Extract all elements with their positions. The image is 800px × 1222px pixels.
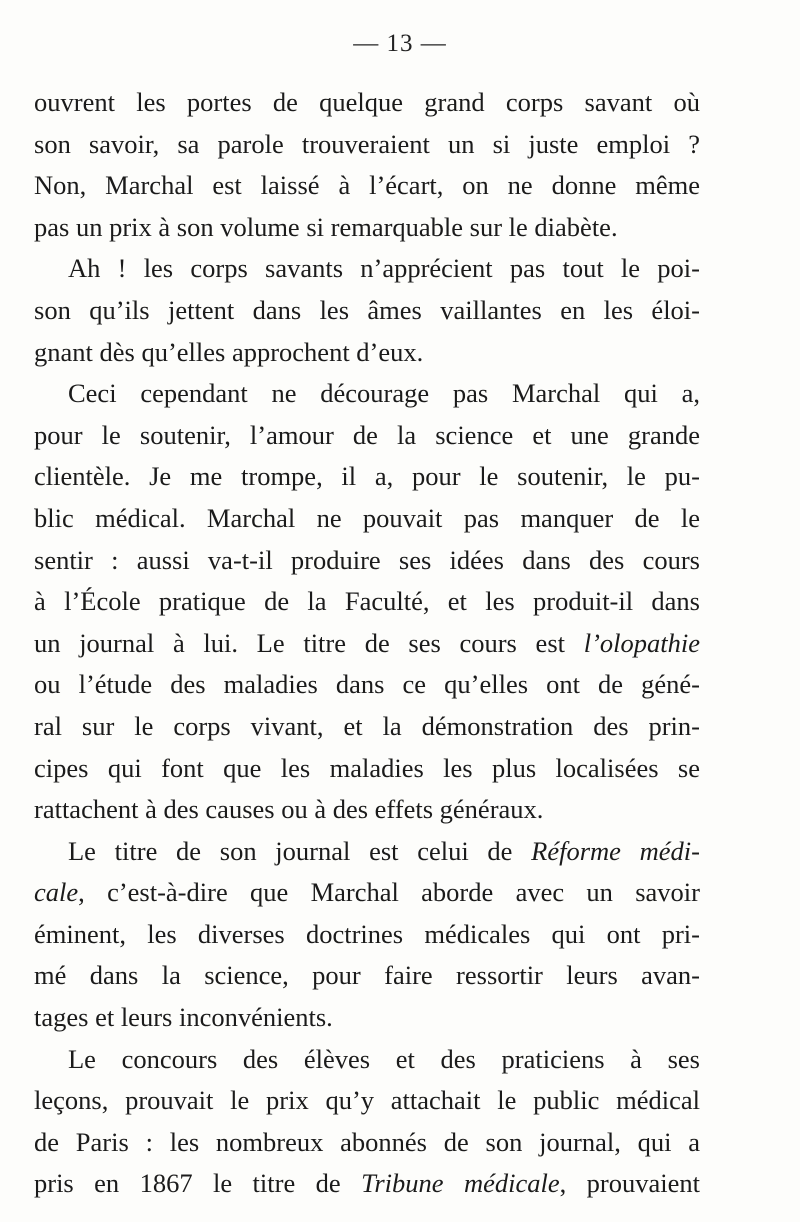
text-run: , prouvaient: [559, 1168, 700, 1199]
text-run: ral sur le corps vivant, et la démonstration des prin-: [34, 710, 700, 741]
text-line: [34, 165, 700, 207]
text-line: [34, 581, 700, 623]
text-line: [34, 955, 700, 997]
text-line: [34, 1122, 700, 1164]
text-run: à l’École pratique de la Faculté, et les produit-il dans: [34, 586, 700, 617]
text-line: [34, 332, 700, 374]
text-run: sentir : aussi va-t-il produire ses idées dans des cours: [34, 544, 700, 575]
text-line: [34, 1163, 700, 1205]
text-run: pris en 1867 le titre de: [34, 1168, 362, 1199]
text-line: [34, 997, 700, 1039]
text-line: [34, 124, 700, 166]
text-run: éminent, les diverses doctrines médicales qui ont pri-: [34, 918, 700, 949]
text-line: [34, 1080, 700, 1122]
italic-text-run: l’olopathie: [583, 627, 700, 658]
text-line: [34, 706, 700, 748]
text-line: [34, 248, 700, 290]
text-line: [34, 373, 700, 415]
text-run: de Paris : les nombreux abonnés de son journal, qui a: [34, 1126, 700, 1157]
text-run: Ah ! les corps savants n’apprécient pas tout le poi-: [68, 253, 700, 284]
italic-text-run: Réforme médi-: [531, 835, 700, 866]
text-run: cipes qui font que les maladies les plus localisées se: [34, 752, 700, 783]
page-number: — 13 —: [353, 30, 447, 57]
text-run: clientèle. Je me trompe, il a, pour le soutenir, le pu-: [34, 461, 700, 492]
text-line: [34, 498, 700, 540]
text-run: tages et leurs inconvénients.: [34, 1002, 333, 1033]
text-run: son qu’ils jettent dans les âmes vaillantes en les éloi-: [34, 294, 700, 325]
text-line: [34, 456, 700, 498]
text-run: Le titre de son journal est celui de: [68, 835, 532, 866]
text-run: un journal à lui. Le titre de ses cours est: [34, 627, 584, 658]
text-run: Non, Marchal est laissé à l’écart, on ne donne même: [34, 170, 700, 201]
text-line: [34, 664, 700, 706]
italic-text-run: Tribune médicale: [361, 1168, 560, 1199]
text-run: , c’est-à-dire que Marchal aborde avec un savoir: [78, 877, 700, 908]
text-run: ou l’étude des maladies dans ce qu’elles ont de géné-: [34, 669, 700, 700]
text-run: ouvrent les portes de quelque grand corps savant où: [34, 87, 700, 117]
text-run: leçons, prouvait le prix qu’y attachait le public médical: [34, 1085, 700, 1116]
italic-text-run: cale: [34, 877, 79, 908]
text-line: [34, 1039, 700, 1081]
text-run: rattachent à des causes ou à des effets généraux.: [34, 794, 544, 825]
text-line: [34, 290, 700, 332]
text-line: [34, 914, 700, 956]
text-line: [34, 207, 700, 249]
text-run: gnant dès qu’elles approchent d’eux.: [34, 336, 424, 367]
text-line: [34, 789, 700, 831]
text-line: [34, 415, 700, 457]
text-line: [34, 540, 700, 582]
text-line: [34, 623, 700, 665]
text-run: son savoir, sa parole trouveraient un si juste emploi ?: [34, 128, 700, 159]
text-run: pas un prix à son volume si remarquable sur le diabète.: [34, 211, 618, 242]
text-line: [34, 872, 700, 914]
text-line: [34, 748, 700, 790]
text-run: blic médical. Marchal ne pouvait pas manquer de le: [34, 502, 700, 533]
text-run: Le concours des élèves et des praticiens à ses: [68, 1043, 700, 1074]
text-line: [34, 82, 700, 124]
text-line: [34, 831, 700, 873]
text-run: Ceci cependant ne décourage pas Marchal qui a,: [68, 378, 700, 409]
text-run: pour le soutenir, l’amour de la science et une grande: [34, 419, 700, 450]
body-text: [34, 82, 700, 1205]
text-run: mé dans la science, pour faire ressortir leurs avan-: [34, 960, 700, 991]
